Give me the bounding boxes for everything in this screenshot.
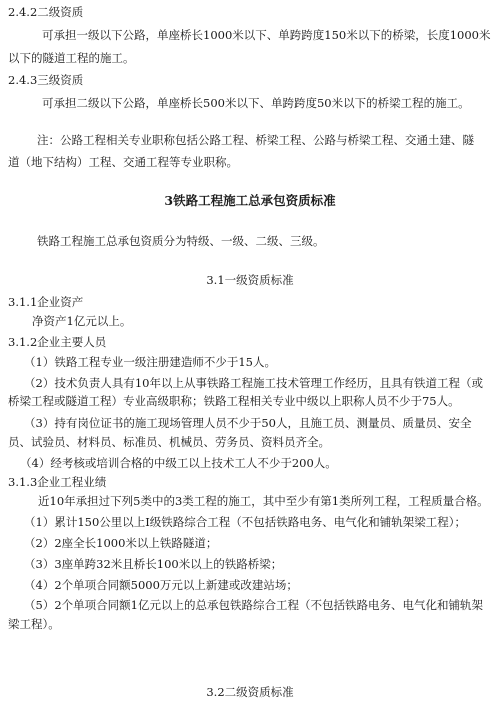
section-3-1-3-item-5-line-2: 梁工程）。 <box>8 617 60 631</box>
section-2-4-2-body-line-1: 可承担一级以下公路，单座桥长1000米以下、单跨跨度150米以下的桥梁，长度1000米 <box>42 28 491 42</box>
section-3-1-3-intro: 近10年承担过下列5类中的3类工程的施工，其中至少有第1类所列工程，工程质量合格。 <box>38 494 489 508</box>
section-3-1-2-item-1: （1）铁路工程专业一级注册建造师不少于15人。 <box>24 355 276 369</box>
section-2-4-3-body: 可承担二级以下公路，单座桥长500米以下、单跨跨度50米以下的桥梁工程的施工。 <box>42 96 470 110</box>
section-3-2-title: 3.2二级资质标准 <box>206 685 294 699</box>
section-3-1-2-item-4: （4）经考核或培训合格的中级工以上技术工人不少于200人。 <box>20 456 337 470</box>
section-3-1-2-item-3-line-2: 员、试验员、材料员、标准员、机械员、劳务员、资料员齐全。 <box>8 435 330 449</box>
section-3-1-3-item-1: （1）累计150公里以上Ⅰ级铁路综合工程（不包括铁路电务、电气化和铺轨架梁工程）； <box>24 515 467 529</box>
note-line-1: 注：公路工程相关专业职称包括公路工程、桥梁工程、公路与桥梁工程、交通土建、隧 <box>37 133 474 147</box>
section-3-1-2-heading: 3.1.2企业主要人员 <box>8 335 107 349</box>
section-3-intro: 铁路工程施工总承包资质分为特级、一级、二级、三级。 <box>37 234 325 248</box>
section-3-1-3-heading: 3.1.3企业工程业绩 <box>8 475 107 489</box>
section-3-1-3-item-4: （4）2个单项合同额5000万元以上新建或改建站场； <box>24 578 298 592</box>
section-3-1-1-body: 净资产1亿元以上。 <box>32 314 132 328</box>
section-3-1-title: 3.1一级资质标准 <box>206 273 294 287</box>
section-3-title: 3铁路工程施工总承包资质标准 <box>164 193 336 208</box>
section-3-1-2-item-3-line-1: （3）持有岗位证书的施工现场管理人员不少于50人，且施工员、测量员、质量员、安全 <box>24 416 472 430</box>
section-2-4-2-heading: 2.4.2二级资质 <box>8 5 84 19</box>
section-3-1-1-heading: 3.1.1企业资产 <box>8 295 84 309</box>
section-3-1-3-item-3: （3）3座单跨32米且桥长100米以上的铁路桥梁； <box>24 557 283 571</box>
section-3-1-3-item-5-line-1: （5）2个单项合同额1亿元以上的总承包铁路综合工程（不包括铁路电务、电气化和铺轨架 <box>24 598 483 612</box>
section-2-4-3-heading: 2.4.3三级资质 <box>8 73 84 87</box>
note-line-2: 道（地下结构）工程、交通工程等专业职称。 <box>8 155 238 169</box>
section-2-4-2-body-line-2: 以下的隧道工程的施工。 <box>8 51 135 65</box>
section-3-1-3-item-2: （2）2座全长1000米以上铁路隧道； <box>24 536 218 550</box>
section-3-1-2-item-2-line-2: 桥梁工程或隧道工程）专业高级职称；铁路工程相关专业中级以上职称人员不少于75人。 <box>8 394 460 408</box>
section-3-1-2-item-2-line-1: （2）技术负责人具有10年以上从事铁路工程施工技术管理工作经历，且具有铁道工程（或 <box>24 376 483 390</box>
